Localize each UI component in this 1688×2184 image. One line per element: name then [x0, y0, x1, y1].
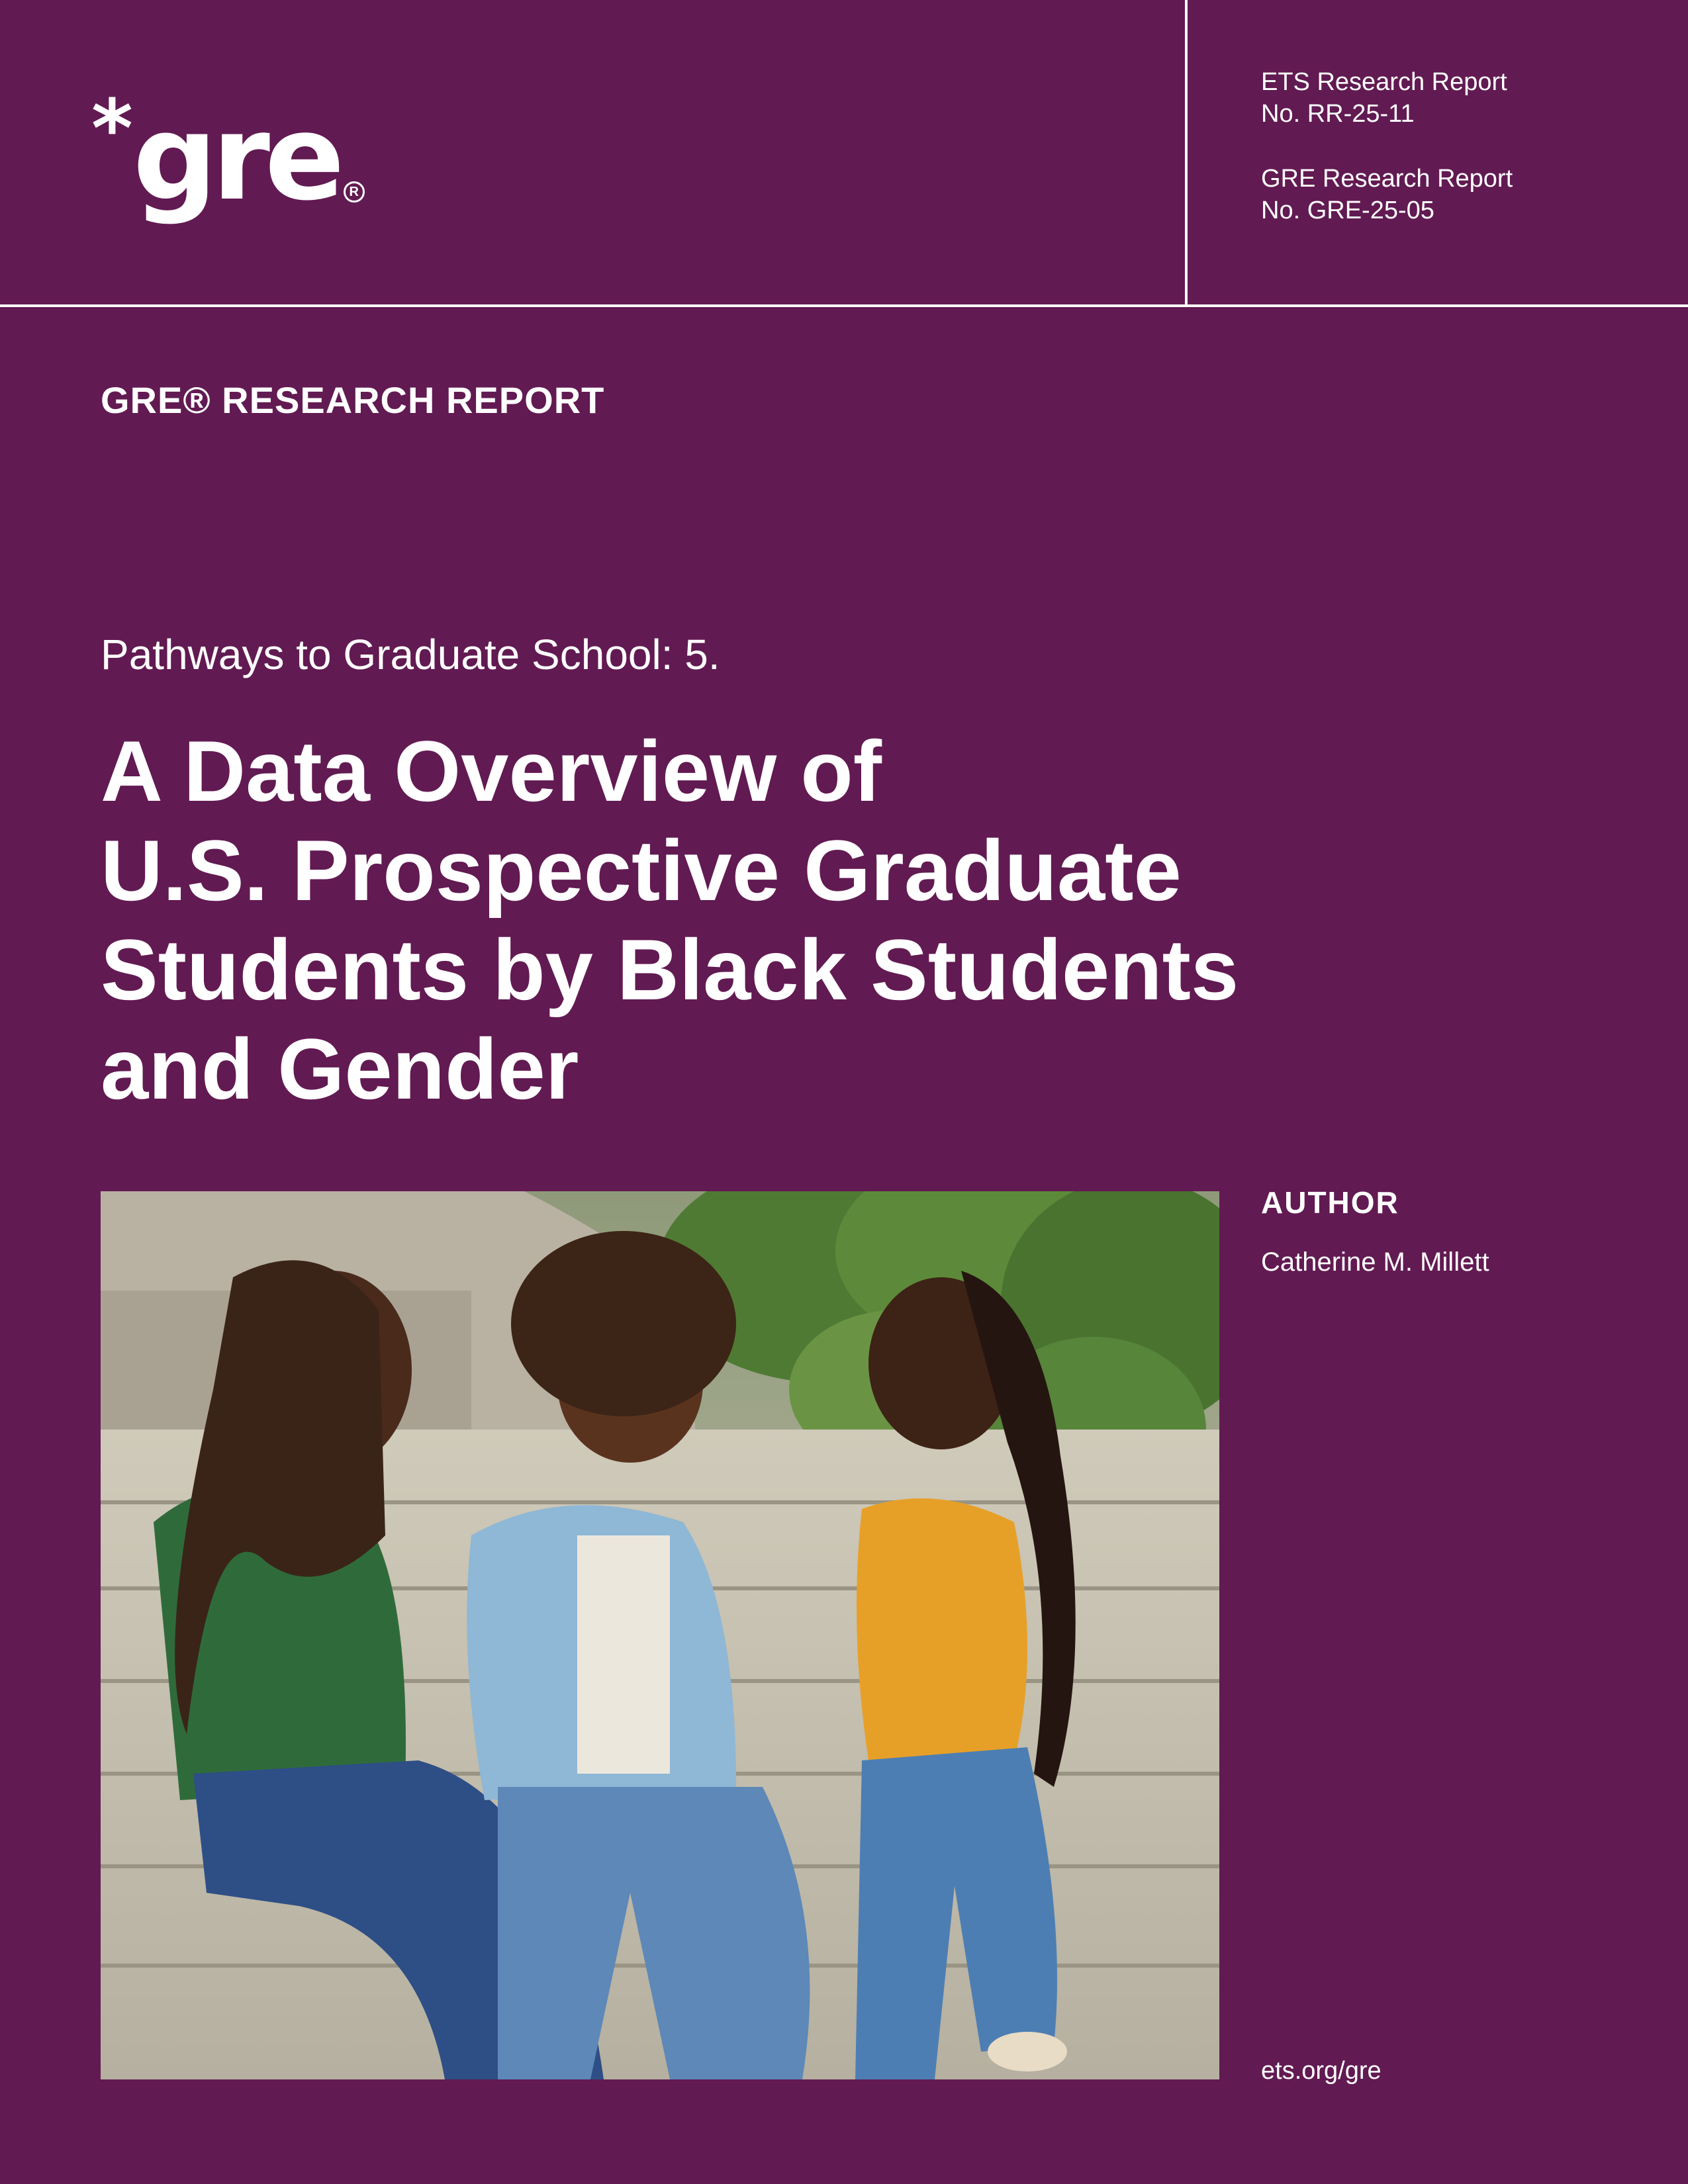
title-line: A Data Overview of — [101, 723, 882, 819]
logo-wordmark: gre — [132, 89, 340, 226]
report-numbers — [1261, 66, 1513, 226]
gre-report-number — [1261, 163, 1513, 226]
author-heading: AUTHOR — [1261, 1185, 1399, 1220]
report-title — [101, 721, 1358, 1118]
title-line: Students by Black Students — [101, 921, 1239, 1018]
ets-report-no: No. RR-25-11 — [1261, 100, 1415, 128]
header-horizontal-divider — [0, 304, 1688, 307]
website-link[interactable]: ets.org/gre — [1261, 2057, 1382, 2085]
ets-report-label: ETS Research Report — [1261, 68, 1507, 96]
ets-report-number — [1261, 66, 1513, 130]
report-subtitle: Pathways to Graduate School: 5. — [101, 631, 720, 678]
cover-photo — [101, 1191, 1219, 2079]
header-vertical-divider — [1185, 0, 1188, 306]
author-name: Catherine M. Millett — [1261, 1248, 1489, 1277]
students-photo-illustration — [101, 1191, 1219, 2079]
title-line: U.S. Prospective Graduate — [101, 822, 1182, 919]
series-label: GRE® RESEARCH REPORT — [101, 379, 605, 421]
logo-asterisk: * — [91, 83, 133, 175]
gre-logo — [91, 78, 365, 226]
gre-report-no: No. GRE-25-05 — [1261, 197, 1434, 224]
registered-mark-icon: R — [344, 181, 365, 203]
gre-report-label: GRE Research Report — [1261, 165, 1513, 193]
title-line: and Gender — [101, 1021, 579, 1117]
